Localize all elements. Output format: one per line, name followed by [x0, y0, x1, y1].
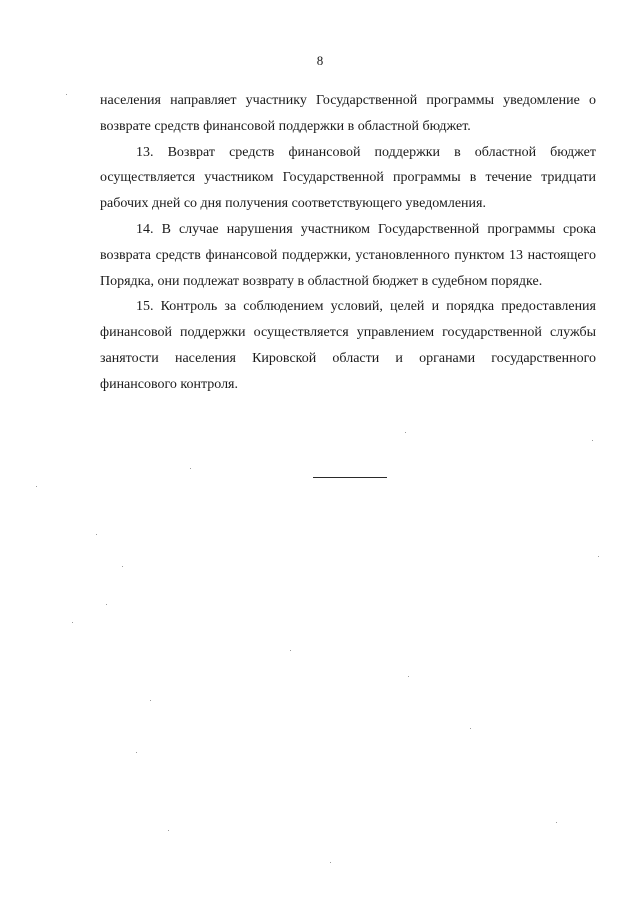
scan-speck [290, 650, 291, 651]
scan-speck [592, 440, 593, 441]
scan-speck [122, 566, 123, 567]
scan-speck [408, 676, 409, 677]
paragraph-continuation: населения направляет участнику Государственной программы уведомление о возврате средств финансовой поддержки в областной бюджет. [100, 93, 596, 134]
scan-speck [556, 822, 557, 823]
scan-speck [72, 622, 73, 623]
paragraph-item-15: 15. Контроль за соблюдением условий, целей и порядка предоставления финансовой поддержки осуществляется управлением государственной службы занятости населения Кировской области и органами государственного финансового контроля. [100, 299, 596, 392]
scan-speck [405, 432, 406, 433]
scan-speck [106, 604, 107, 605]
scan-speck [330, 862, 331, 863]
paragraph-item-13: 13. Возврат средств финансовой поддержки в областной бюджет осуществляется участником Государственной программы в течение тридцати рабочих дней со дня получения соответствующего уведомления. [100, 144, 596, 212]
scan-speck [150, 700, 151, 701]
scan-speck [66, 94, 67, 95]
paragraph-item-14: 14. В случае нарушения участником Государственной программы срока возврата средств финансовой поддержки, установленного пунктом 13 настоящего Порядка, они подлежат возврату в областной бюджет в судебном порядке. [100, 221, 596, 289]
scan-speck [190, 468, 191, 469]
document-body [100, 88, 596, 398]
scan-speck [598, 556, 599, 557]
scan-speck [36, 486, 37, 487]
scan-speck [470, 728, 471, 729]
scan-speck [168, 830, 169, 831]
scan-speck [96, 534, 97, 535]
end-of-document-rule [313, 477, 387, 478]
scan-speck [136, 752, 137, 753]
page-number: 8 [316, 53, 324, 68]
